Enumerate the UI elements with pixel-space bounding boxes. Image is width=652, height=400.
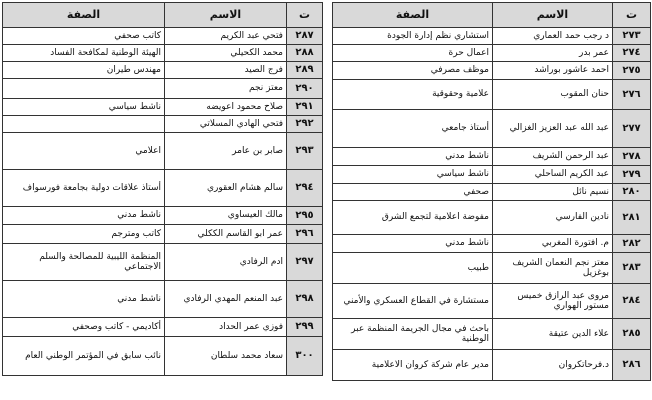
table-row: [333, 253, 651, 284]
row-number: ٢٧٨: [613, 148, 651, 166]
header-desc: الصفة: [3, 3, 165, 28]
person-name: عبد الكريم الساحلي: [493, 166, 613, 184]
person-title: طبيب: [333, 253, 493, 284]
person-title: اعمال حرة: [333, 45, 493, 62]
row-number: ٢٨٩: [287, 62, 323, 79]
person-name: م. افتورة المغربي: [493, 235, 613, 253]
row-number: ٢٧٧: [613, 110, 651, 148]
person-title: استشاري نظم إدارة الجودة: [333, 28, 493, 45]
person-name: عمر بدر: [493, 45, 613, 62]
header-row: [3, 3, 323, 28]
person-title: الهيئة الوطنية لمكافحة الفساد: [3, 45, 165, 62]
person-name: معتز نجم النعمان الشريف بوغزيل: [493, 253, 613, 284]
row-number: ٢٨١: [613, 201, 651, 235]
person-name: صلاح محمود اعويضه: [165, 99, 287, 116]
table-row: [333, 184, 651, 201]
person-name: فتحي عبد الكريم: [165, 28, 287, 45]
person-title: كاتب صحفي: [3, 28, 165, 45]
person-title: أستاذ علاقات دولية بجامعة فورسواف: [3, 170, 165, 207]
person-name: سالم هشام العقوري: [165, 170, 287, 207]
table-row: [333, 28, 651, 45]
table-row: [333, 235, 651, 253]
person-title: مفوضة اعلامية لتجمع الشرق: [333, 201, 493, 235]
person-title: صحفي: [333, 184, 493, 201]
table-row: [3, 79, 323, 99]
header-name: الاسم: [493, 3, 613, 28]
person-name: نادين الفارسي: [493, 201, 613, 235]
person-title: ناشط سياسي: [333, 166, 493, 184]
person-name: ادم الرفادي: [165, 244, 287, 281]
person-name: عمر ابو القاسم الككلي: [165, 225, 287, 244]
row-number: ٢٨٥: [613, 319, 651, 350]
table-row: [333, 148, 651, 166]
person-title: اعلامي: [3, 133, 165, 170]
table-row: [3, 45, 323, 62]
row-number: ٢٩٣: [287, 133, 323, 170]
table-row: [333, 45, 651, 62]
row-number: ٢٩٧: [287, 244, 323, 281]
person-name: د.فرحاتكروان: [493, 350, 613, 381]
row-number: ٢٧٦: [613, 80, 651, 110]
left-table-body: [3, 28, 323, 376]
row-number: ٢٩٥: [287, 207, 323, 225]
person-title: أكاديمي - كاتب وصحفي: [3, 318, 165, 337]
row-number: ٢٨٦: [613, 350, 651, 381]
row-number: ٢٧٤: [613, 45, 651, 62]
person-title: نائب سابق في المؤتمر الوطني العام: [3, 337, 165, 376]
table-row: [333, 62, 651, 80]
table-row: [333, 166, 651, 184]
person-title: مدير عام شركة كروان الاعلامية: [333, 350, 493, 381]
left-table: [2, 2, 323, 376]
table-row: [3, 99, 323, 116]
table-row: [3, 133, 323, 170]
row-number: ٢٩١: [287, 99, 323, 116]
right-table: [332, 2, 651, 381]
person-name: معتز نجم: [165, 79, 287, 99]
row-number: ٢٨٧: [287, 28, 323, 45]
right-table-body: [333, 28, 651, 381]
person-name: حنان المقوب: [493, 80, 613, 110]
table-row: [3, 170, 323, 207]
row-number: ٢٨٤: [613, 284, 651, 319]
person-name: فتحي الهادي المسلاتي: [165, 116, 287, 133]
table-row: [3, 28, 323, 45]
row-number: ٢٩٠: [287, 79, 323, 99]
row-number: ٢٨٢: [613, 235, 651, 253]
row-number: ٢٩٨: [287, 281, 323, 318]
row-number: ٢٩٢: [287, 116, 323, 133]
table-row: [3, 116, 323, 133]
table-row: [3, 62, 323, 79]
row-number: ٢٨٨: [287, 45, 323, 62]
row-number: ٢٧٣: [613, 28, 651, 45]
header-num: ت: [287, 3, 323, 28]
table-row: [3, 225, 323, 244]
table-row: [333, 284, 651, 319]
person-title: موظف مصرفي: [333, 62, 493, 80]
table-row: [333, 350, 651, 381]
person-title: مستشارة في القطاع العسكري والأمني: [333, 284, 493, 319]
row-number: ٢٩٩: [287, 318, 323, 337]
table-row: [3, 318, 323, 337]
person-title: باحث في مجال الجريمة المنظمة عبر الوطنية: [333, 319, 493, 350]
table-row: [333, 201, 651, 235]
row-number: ٣٠٠: [287, 337, 323, 376]
person-name: فرج الصيد: [165, 62, 287, 79]
person-name: فوزي عمر الحداد: [165, 318, 287, 337]
person-name: مروى عبد الرازق خميس مستور الهواري: [493, 284, 613, 319]
table-row: [333, 110, 651, 148]
row-number: ٢٩٤: [287, 170, 323, 207]
person-title: ناشط مدني: [3, 207, 165, 225]
person-title: [3, 116, 165, 133]
person-name: نسيم نائل: [493, 184, 613, 201]
person-title: ناشط مدني: [333, 148, 493, 166]
header-name: الاسم: [165, 3, 287, 28]
person-title: المنظمة الليبية للمصالحة والسلم الاجتماعي: [3, 244, 165, 281]
person-title: مهندس طيران: [3, 62, 165, 79]
person-name: عبد الرحمن الشريف: [493, 148, 613, 166]
table-row: [333, 80, 651, 110]
person-name: احمد عاشور بوراشد: [493, 62, 613, 80]
person-name: علاء الدين عتيقة: [493, 319, 613, 350]
person-title: ناشط سياسي: [3, 99, 165, 116]
person-title: علامية وحقوقية: [333, 80, 493, 110]
person-name: مالك العيساوي: [165, 207, 287, 225]
person-name: محمد الكحيلي: [165, 45, 287, 62]
person-name: عبد المنعم المهدي الرفادي: [165, 281, 287, 318]
table-row: [333, 319, 651, 350]
person-name: د رجب حمد العماري: [493, 28, 613, 45]
person-title: [3, 79, 165, 99]
row-number: ٢٨٠: [613, 184, 651, 201]
person-name: صابر بن عامر: [165, 133, 287, 170]
person-title: أستاذ جامعي: [333, 110, 493, 148]
row-number: ٢٩٦: [287, 225, 323, 244]
person-title: كاتب ومترجم: [3, 225, 165, 244]
person-title: ناشط مدني: [3, 281, 165, 318]
person-name: سعاد محمد سلطان: [165, 337, 287, 376]
header-num: ت: [613, 3, 651, 28]
row-number: ٢٧٩: [613, 166, 651, 184]
person-title: ناشط مدني: [333, 235, 493, 253]
row-number: ٢٨٣: [613, 253, 651, 284]
row-number: ٢٧٥: [613, 62, 651, 80]
table-row: [3, 337, 323, 376]
table-row: [3, 244, 323, 281]
table-row: [3, 207, 323, 225]
person-name: عبد الله عبد العزيز الغزالي: [493, 110, 613, 148]
table-row: [3, 281, 323, 318]
header-row: [333, 3, 651, 28]
header-desc: الصفة: [333, 3, 493, 28]
